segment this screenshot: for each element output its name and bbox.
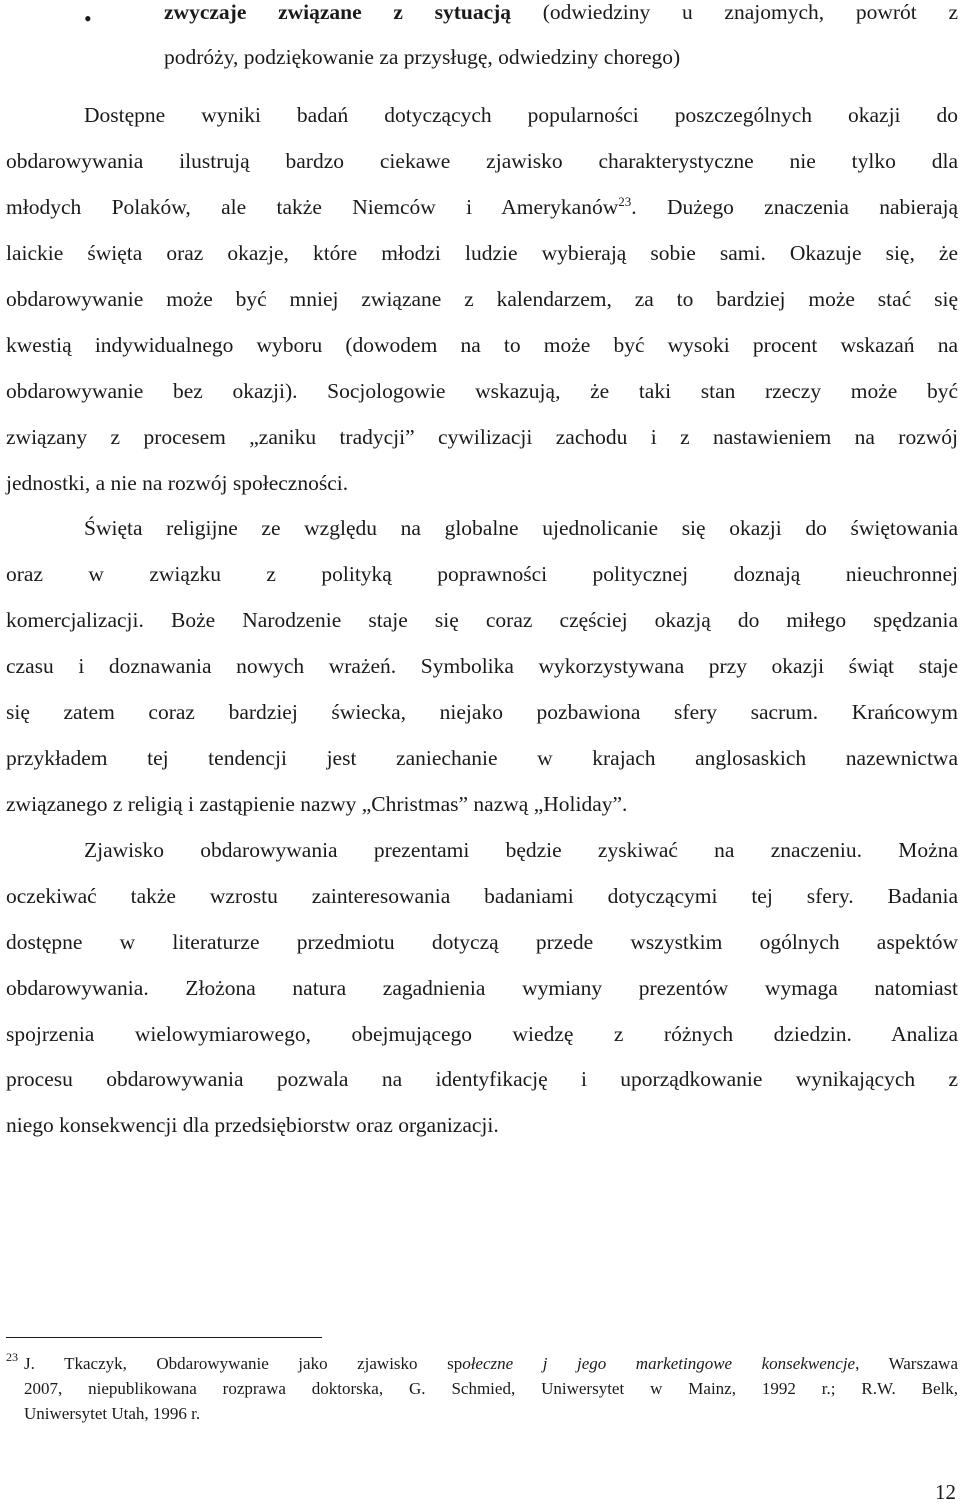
paragraph-line: związanego z religią i zastąpienie nazwy „Christmas” nazwą „Holiday”.: [6, 792, 628, 816]
paragraph-line: obdarowywania ilustrują bardzo ciekawe zjawisko charakterystyczne nie tylko dla: [6, 149, 958, 173]
footnote-line: J. Tkaczyk, Obdarowywanie jako zjawisko społeczne j jego marketingowe konsekwencje, Warszawa: [24, 1354, 958, 1373]
bullet-line-1: zwyczaje związane z sytuacją (odwiedziny u znajomych, powrót z: [164, 0, 958, 24]
footnote-reference[interactable]: 23: [618, 193, 632, 209]
paragraph-line: dostępne w literaturze przedmiotu dotyczą przede wszystkim ogólnych aspektów: [6, 930, 958, 954]
paragraph-line: przykładem tej tendencji jest zaniechanie w krajach anglosaskich nazewnictwa: [6, 746, 958, 770]
paragraph-line: jednostki, a nie na rozwój społeczności.: [6, 471, 349, 495]
paragraph-line: procesu obdarowywania pozwala na identyfikację i uporządkowanie wynikających z: [6, 1067, 958, 1091]
paragraph-line: czasu i doznawania nowych wrażeń. Symbolika wykorzystywana przy okazji świąt staje: [6, 654, 958, 678]
footnote-line: 2007, niepublikowana rozprawa doktorska, G. Schmied, Uniwersytet w Mainz, 1992 r.; R.W. Belk,: [24, 1379, 958, 1398]
paragraph-line: oczekiwać także wzrostu zainteresowania badaniami dotyczącymi tej sfery. Badania: [6, 884, 958, 908]
page-number: 12: [935, 1480, 956, 1504]
paragraph-line: obdarowywania. Złożona natura zagadnienia wymiany prezentów wymaga natomiast: [6, 976, 958, 1000]
footnote-line: Uniwersytet Utah, 1996 r.: [24, 1404, 201, 1423]
paragraph-line: spojrzenia wielowymiarowego, obejmującego wiedzę z różnych dziedzin. Analiza: [6, 1022, 958, 1046]
paragraph-line: Dostępne wyniki badań dotyczących popularności poszczególnych okazji do: [84, 103, 958, 127]
paragraph-line: komercjalizacji. Boże Narodzenie staje się coraz częściej okazją do miłego spędzania: [6, 608, 958, 632]
paragraph-line: kwestią indywidualnego wyboru (dowodem na to może być wysoki procent wskazań na: [6, 333, 958, 357]
paragraph-line: laickie święta oraz okazje, które młodzi ludzie wybierają sobie sami. Okazuje się, że: [6, 241, 958, 265]
paragraph-line: związany z procesem „zaniku tradycji” cywilizacji zachodu i z nastawieniem na rozwój: [6, 425, 958, 449]
paragraph-line: młodych Polaków, ale także Niemców i Amerykanów$^{23}$. Dużego znaczenia nabierają: [6, 193, 958, 219]
paragraph-line: oraz w związku z polityką poprawności politycznej doznają nieuchronnej: [6, 562, 958, 586]
footnote-separator: [6, 1337, 322, 1338]
bullet-symbol: •: [84, 6, 92, 31]
paragraph-line: się zatem coraz bardziej świecka, niejako pozbawiona sfery sacrum. Krańcowym: [6, 700, 958, 724]
paragraph-line: obdarowywanie może być mniej związane z kalendarzem, za to bardziej może stać się: [6, 287, 958, 311]
paragraph-line: Święta religijne ze względu na globalne ujednolicanie się okazji do świętowania: [84, 516, 958, 540]
footnote-number: 23: [6, 1350, 18, 1364]
bullet-bold-label: zwyczaje związane z sytuacją: [164, 0, 512, 24]
paragraph-line: niego konsekwencji dla przedsiębiorstw oraz organizacji.: [6, 1113, 499, 1137]
paragraph-line: Zjawisko obdarowywania prezentami będzie zyskiwać na znaczeniu. Można: [84, 838, 958, 862]
paragraph-line: obdarowywanie bez okazji). Socjologowie wskazują, że taki stan rzeczy może być: [6, 379, 958, 403]
bullet-line-2: podróży, podziękowanie za przysługę, odwiedziny chorego): [164, 45, 681, 69]
